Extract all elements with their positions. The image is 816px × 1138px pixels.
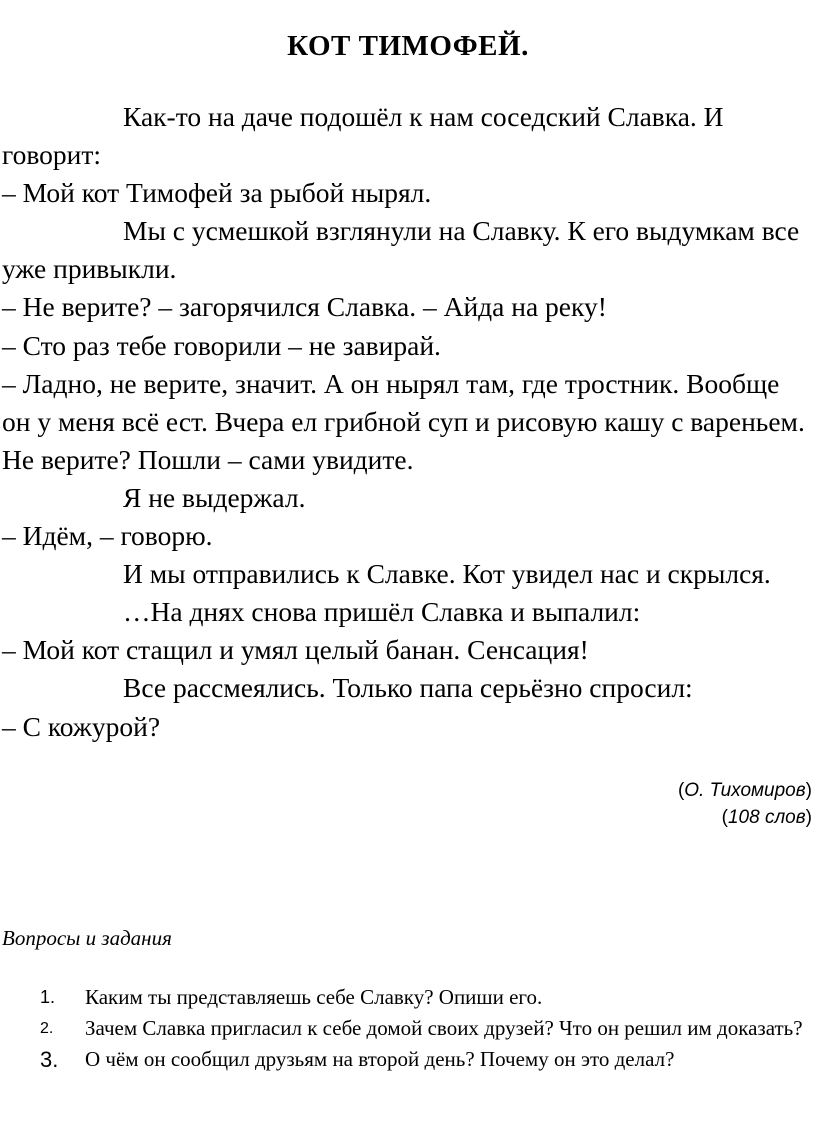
paragraph: И мы отправились к Славке. Кот увидел нас и скрылся. xyxy=(123,558,771,590)
paragraph: Мы с усмешкой взглянули на Славку. К его выдумкам все уже привыкли. xyxy=(2,215,800,285)
question-item xyxy=(40,1046,810,1073)
paragraph: – Мой кот Тимофей за рыбой нырял. xyxy=(2,177,432,209)
question-text: Каким ты представляешь себе Славку? Опиши его. xyxy=(85,985,543,1009)
question-item xyxy=(40,1015,810,1042)
questions-heading: Вопросы и задания xyxy=(2,926,172,950)
author-line: (О. Тихомиров) xyxy=(677,780,812,801)
attribution xyxy=(678,777,812,831)
question-number: 1. xyxy=(40,987,56,1007)
author-name: О. Тихомиров xyxy=(684,780,806,801)
story-text xyxy=(2,98,814,746)
question-item xyxy=(40,984,810,1011)
questions-list xyxy=(40,984,810,1077)
paragraph: – Не верите? – загорячился Славка. – Айда на реку! xyxy=(2,291,607,323)
paragraph: Все рассмеялись. Только папа серьёзно спросил: xyxy=(123,672,693,704)
paragraph: Как-то на даче подошёл к нам соседский Славка. И говорит: xyxy=(2,101,724,171)
paragraph: – Идём, – говорю. xyxy=(2,520,213,552)
word-count: 108 слов xyxy=(727,807,806,828)
page-title: КОТ ТИМОФЕЙ. xyxy=(287,30,529,62)
paragraph: – Мой кот стащил и умял целый банан. Сенсация! xyxy=(2,634,589,666)
question-number: 2. xyxy=(40,1020,54,1037)
question-text: О чём он сообщил друзьям на второй день? Почему он это делал? xyxy=(85,1047,675,1071)
paragraph: Я не выдержал. xyxy=(123,481,306,513)
paragraph: – Сто раз тебе говорили – не завирай. xyxy=(2,329,441,361)
question-text: Зачем Славка пригласил к себе домой своих друзей? Что он решил им доказать? xyxy=(85,1016,803,1040)
question-number: 3. xyxy=(40,1047,59,1072)
paragraph: – Ладно, не верите, значит. А он нырял там, где тростник. Вообще он у меня всё ест. Вчера ел грибной суп и рисовую кашу с вареньем. Не верите? Пошли – сами увидите. xyxy=(2,367,805,475)
paragraph: …На днях снова пришёл Славка и выпалил: xyxy=(123,596,641,628)
paragraph: – С кожурой? xyxy=(2,710,161,742)
word-count-line: (108 слов) xyxy=(721,807,812,828)
